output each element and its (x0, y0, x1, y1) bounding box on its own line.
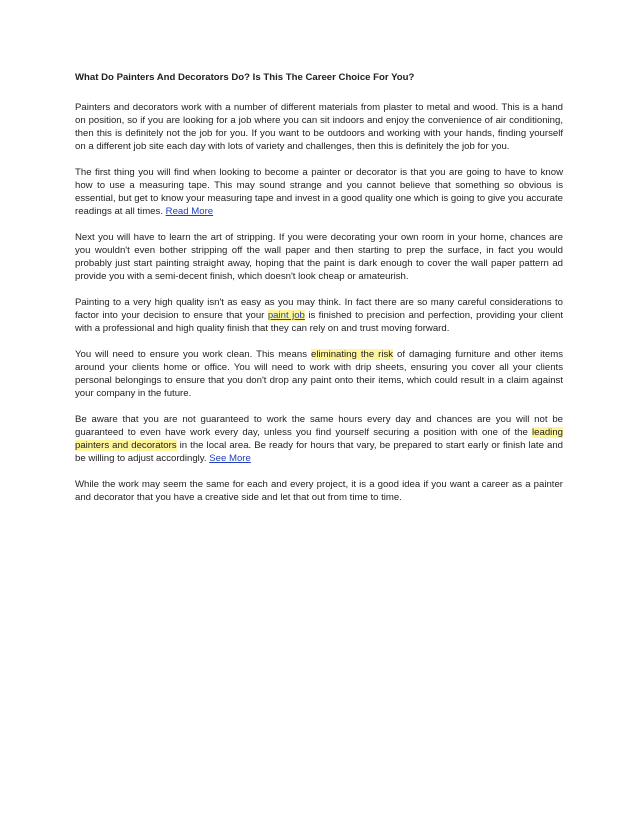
article-title: What Do Painters And Decorators Do? Is This The Career Choice For You? (75, 72, 415, 83)
paragraph-2 (75, 166, 563, 218)
paragraph-5 (75, 348, 563, 400)
paragraph-1-text: Painters and decorators work with a number of different materials from plaster to metal and wood. This is a hand on position, so if you are looking for a job where you can sit indoors and enjoy the convenience of air conditioning, then this is definitely not the job for you. If you want to be outdoors and working with your hands, finding yourself on a different job site each day with lots of variety and challenges, then this is definitely the job for you. (75, 102, 563, 152)
paragraph-3 (75, 231, 563, 283)
paragraph-5-text-b: of damaging furniture and other items around your clients home or office. You will need to work with drip sheets, ensuring you cover all your clients personal belongings to ensure that you don't drop any paint onto their items, which could result in a claim against your company in the future. (75, 349, 564, 399)
see-more-link[interactable]: See More (209, 453, 251, 464)
paragraph-6-text-a: Be aware that you are not guaranteed to work the same hours every day and chances are you will not be guaranteed to even have work every day, unless you find yourself securing a position with one of the (75, 414, 563, 438)
paragraph-1 (75, 101, 563, 153)
read-more-link[interactable]: Read More (165, 206, 214, 217)
eliminating-risk-highlight[interactable]: eliminating the risk (310, 349, 394, 360)
paragraph-7 (75, 478, 563, 504)
paragraph-7-text: While the work may seem the same for each and every project, it is a good idea if you want a career as a painter and decorator that you have a creative side and let that out from time to time. (75, 479, 563, 503)
paragraph-5-text-a: You will need to ensure you work clean. This means (75, 349, 307, 360)
paragraph-4-text-b: is finished to precision and perfection, providing your client with a professional and high quality finish that they can rely on and trust moving forward. (75, 310, 563, 334)
paint-job-link[interactable]: paint job (267, 310, 305, 321)
document-page (75, 71, 563, 517)
leading-painters-highlight[interactable]: leading painters and decorators (75, 427, 563, 451)
paragraph-6-text-b: in the local area. Be ready for hours that vary, be prepared to start early or finish late and be willing to adjust accordingly. (75, 440, 563, 464)
paragraph-3-text: Next you will have to learn the art of stripping. If you were decorating your own room in your home, chances are you wouldn't even bother stripping off the wall paper and then starting to prep the surface, in fact you would probably just start painting straight away, hoping that the paint is dark enough to cover the wall paper pattern ad provide you with a semi-decent finish, which doesn't look cheap or amateurish. (75, 232, 563, 282)
paragraph-6 (75, 413, 563, 465)
paragraph-4-text-a: Painting to a very high quality isn't as easy as you may think. In fact there are so many careful considerations to factor into your decision to ensure that your (75, 297, 563, 321)
paragraph-4 (75, 296, 563, 335)
paragraph-2-text: The first thing you will find when looking to become a painter or decorator is that you are going to have to know how to use a measuring tape. This may sound strange and you cannot believe that something so obvious is essential, but get to know your measuring tape and invest in a good quality one which is going to give you accurate readings at all times. (75, 167, 563, 217)
